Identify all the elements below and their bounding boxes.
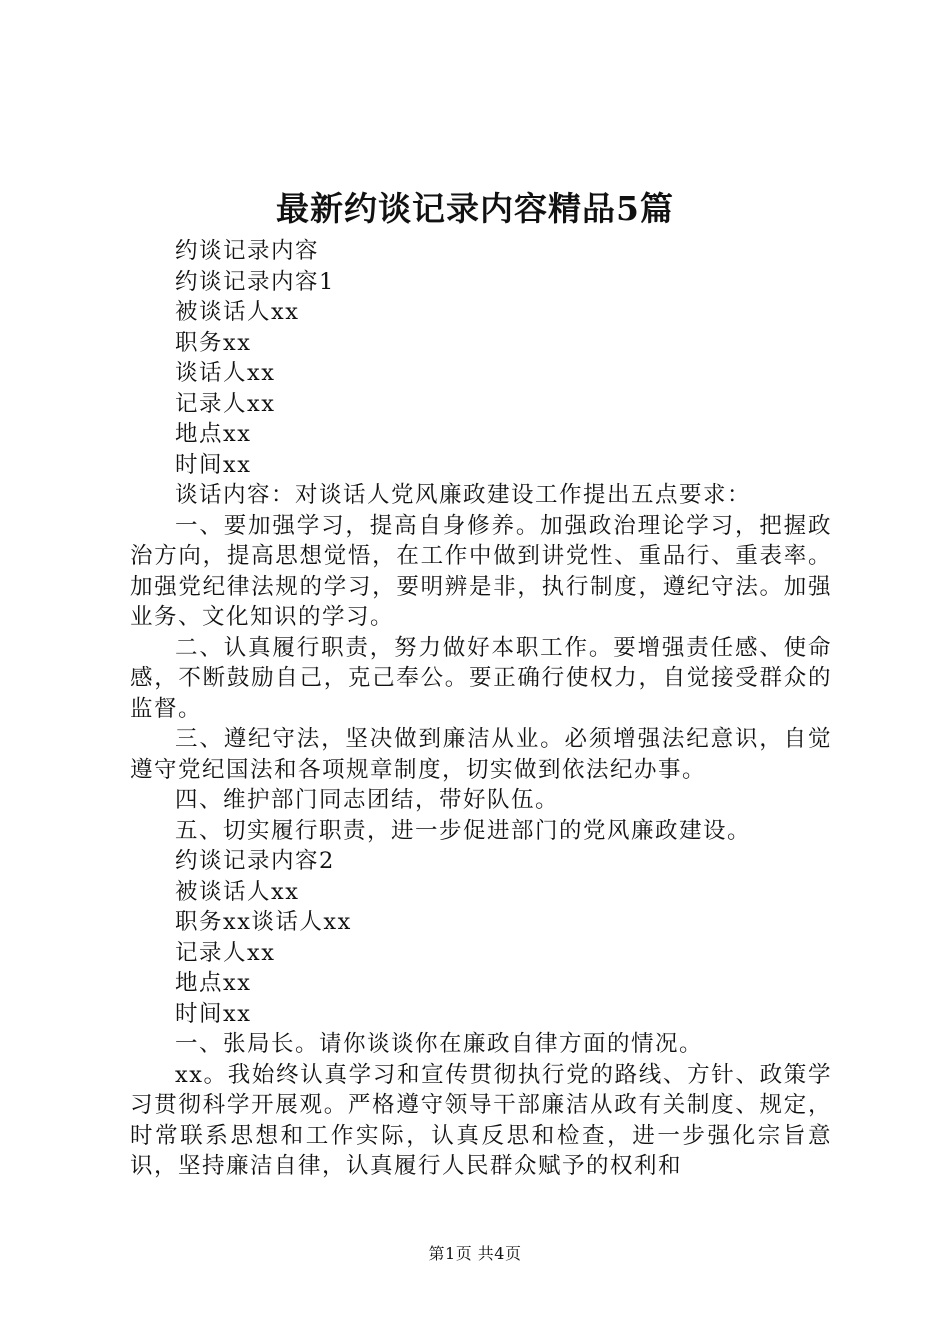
paragraph: 被谈话人xx <box>175 299 300 325</box>
paragraph: 时间xx <box>175 451 252 478</box>
paragraph: 职务xx <box>175 329 252 356</box>
paragraph: 谈话内容：对谈话人党风廉政建设工作提出五点要求： <box>175 482 752 508</box>
paragraph: 五、切实履行职责，进一步促进部门的党风廉政建设。 <box>175 817 752 844</box>
page-footer: 第1页 共4页 <box>428 1244 522 1263</box>
paragraph: 地点xx <box>175 970 252 996</box>
paragraph: 约谈记录内容 <box>175 238 320 264</box>
paragraph: xx。我始终认真学习和宣传贯彻执行党的路线、方针、政策学习贯彻科学开展观。严格遵守领导干部廉洁从政有关制度、规定，时常联系思想和工作实际，认真反思和检查，进一步强化宗旨意识，坚持廉洁自律，认真履行人民群众赋予的权利和 <box>130 1061 832 1179</box>
paragraph: 四、维护部门同志团结，带好队伍。 <box>175 787 560 813</box>
paragraph: 约谈记录内容2 <box>175 848 335 874</box>
paragraph: 一、要加强学习，提高自身修养。加强政治理论学习，把握政治方向，提高思想觉悟，在工作中做到讲党性、重品行、重表率。加强党纪律法规的学习，要明辨是非，执行制度，遵纪守法。加强业务、文化知识的学习。 <box>130 512 832 630</box>
paragraph: 谈话人xx <box>175 360 276 386</box>
paragraph: 约谈记录内容1 <box>175 268 335 295</box>
paragraph: 职务xx谈话人xx <box>175 909 352 935</box>
paragraph: 三、遵纪守法，坚决做到廉洁从业。必须增强法纪意识，自觉遵守党纪国法和各项规章制度，切实做到依法纪办事。 <box>130 726 832 783</box>
paragraph: 一、张局长。请你谈谈你在廉政自律方面的情况。 <box>175 1031 704 1057</box>
paragraph: 被谈话人xx <box>175 878 300 905</box>
paragraph: 记录人xx <box>175 390 276 417</box>
document-title: 最新约谈记录内容精品5篇 <box>276 189 674 228</box>
document-body <box>130 236 832 1182</box>
paragraph: 二、认真履行职责，努力做好本职工作。要增强责任感、使命感，不断鼓励自己，克己奉公。要正确行使权力，自觉接受群众的监督。 <box>130 634 832 722</box>
paragraph: 记录人xx <box>175 939 276 966</box>
paragraph: 地点xx <box>175 421 252 447</box>
paragraph: 时间xx <box>175 1000 252 1027</box>
